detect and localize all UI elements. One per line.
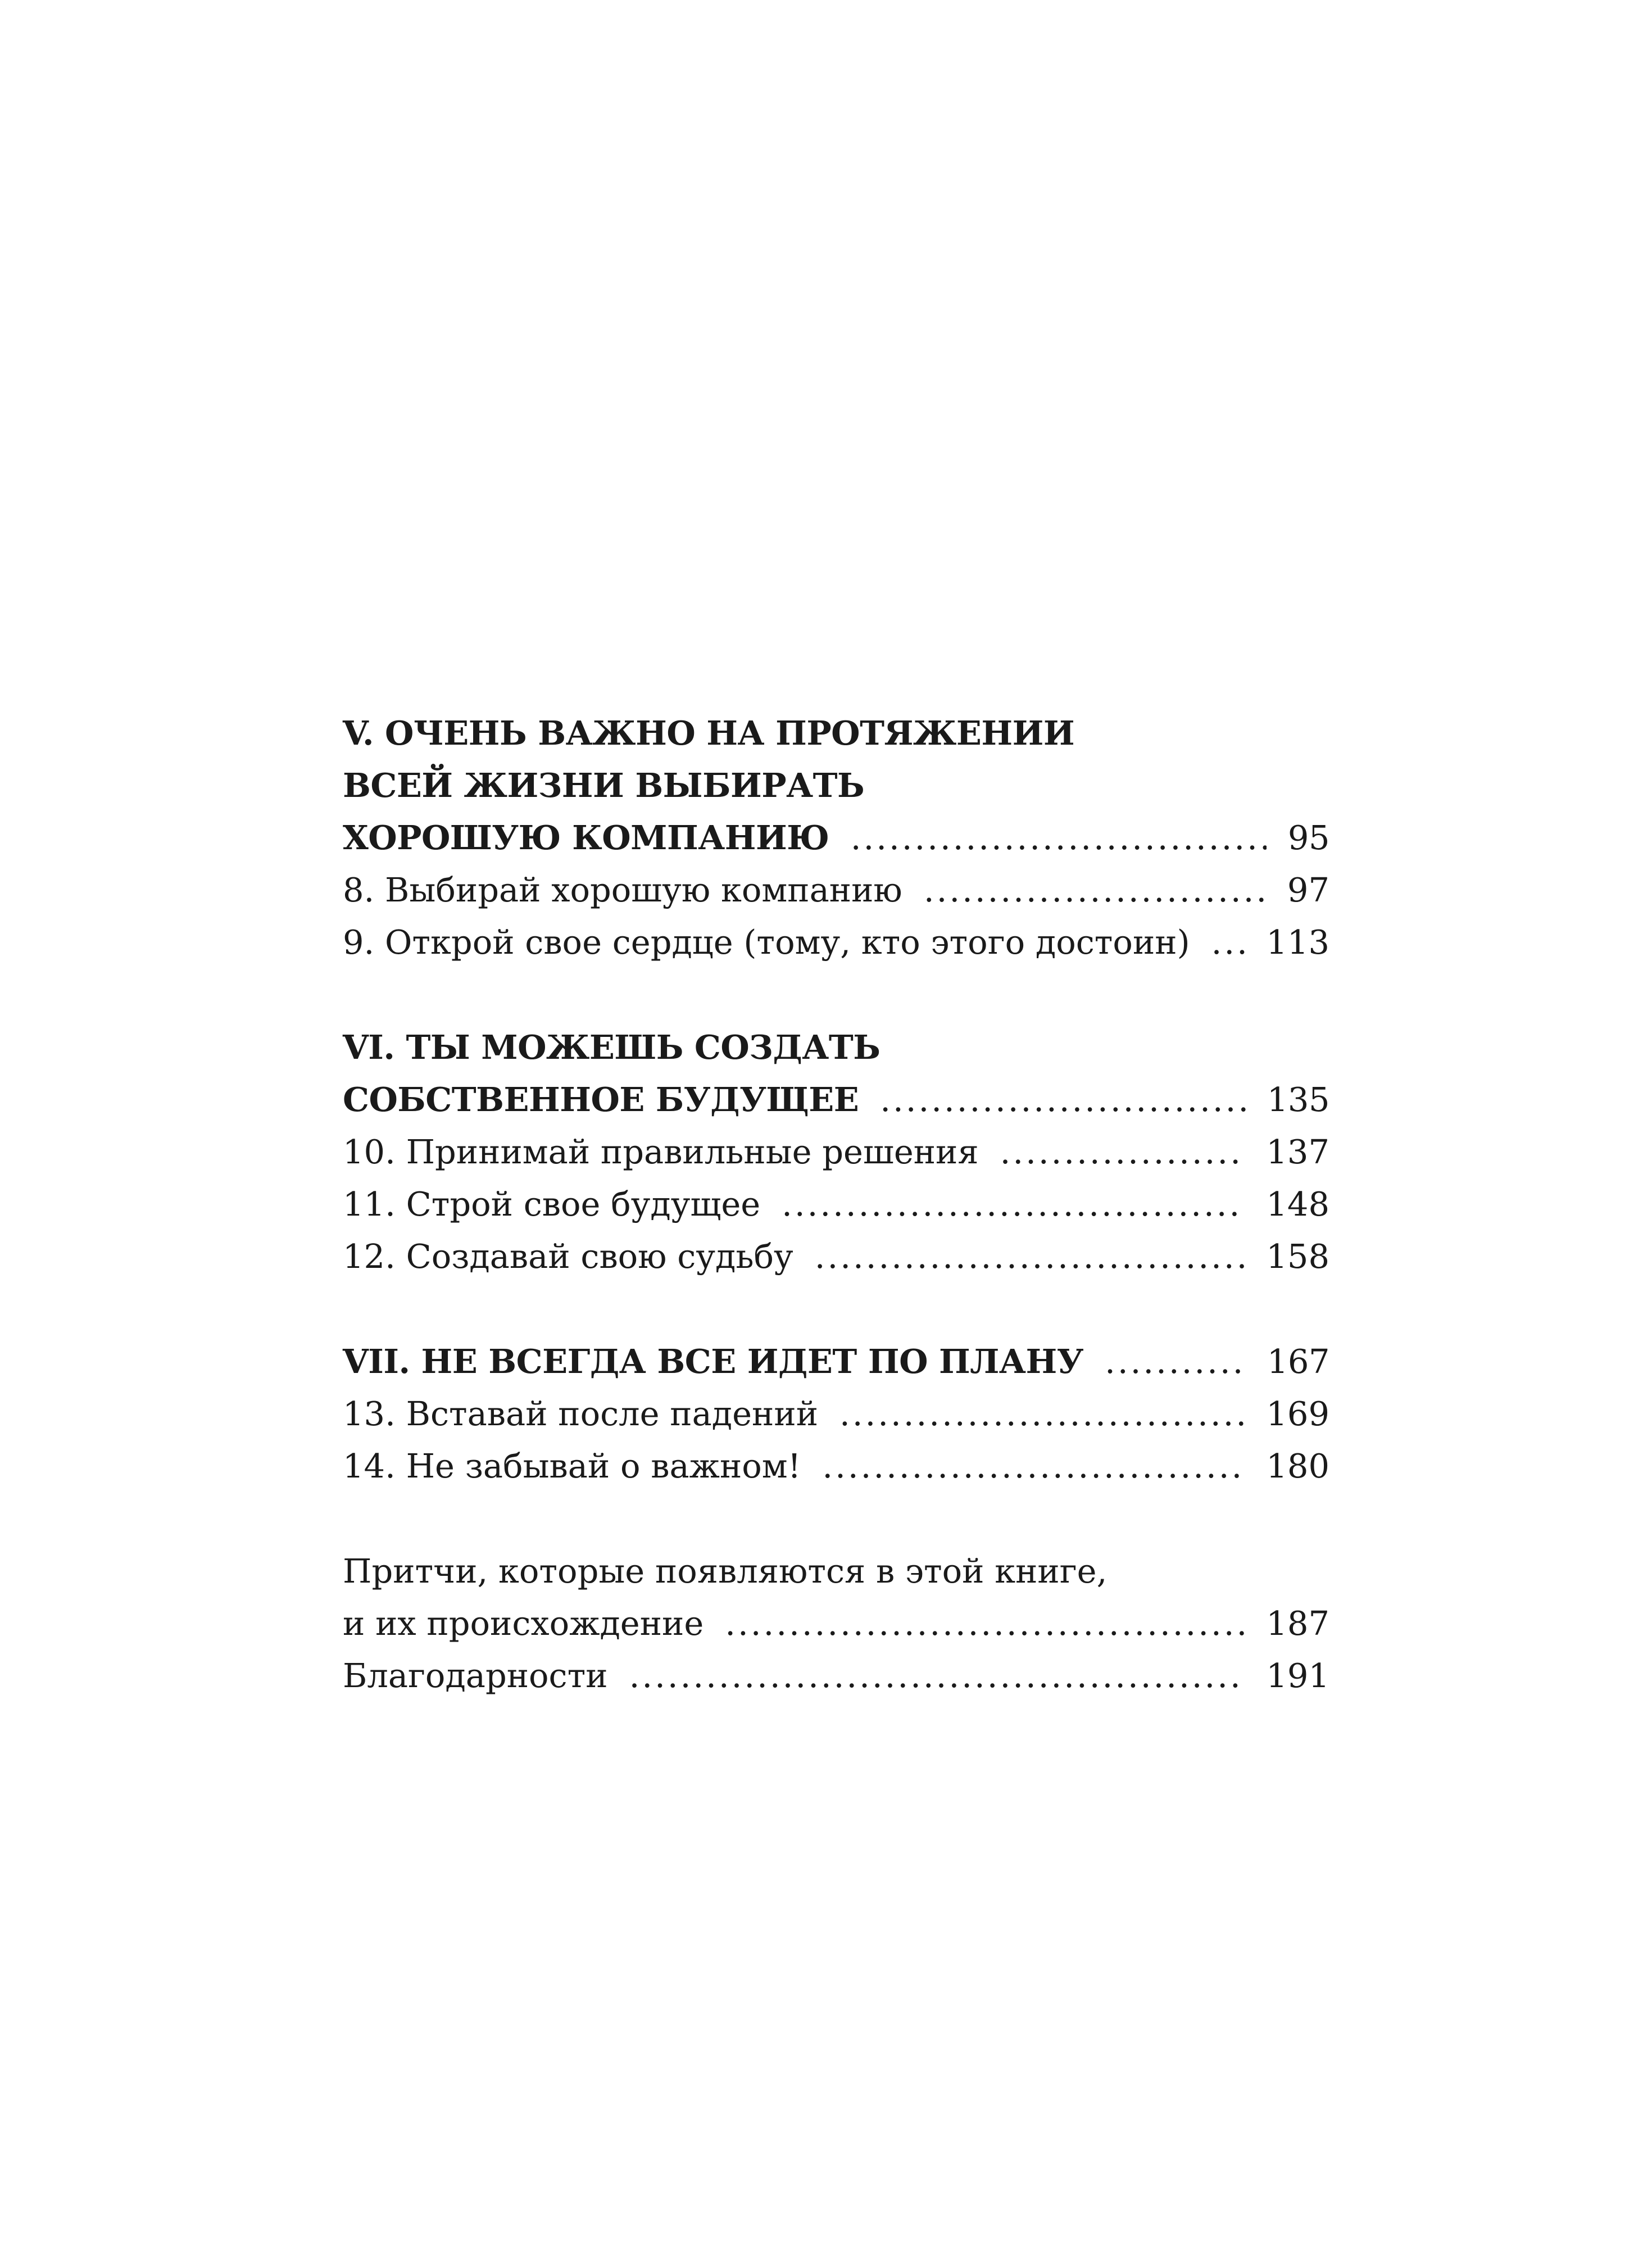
table-of-contents bbox=[343, 707, 1329, 1755]
page-number: 148 bbox=[1266, 1185, 1329, 1223]
entry-title: 10. Принимай правильные решения bbox=[343, 1132, 979, 1171]
page-number: 97 bbox=[1287, 871, 1329, 909]
dot-leader bbox=[815, 1230, 1245, 1282]
toc-entry[interactable] bbox=[343, 1178, 1329, 1230]
toc-entry[interactable] bbox=[343, 1440, 1329, 1492]
entry-title: 14. Не забывай о важном! bbox=[343, 1447, 801, 1485]
section-heading-entry[interactable] bbox=[343, 812, 1329, 864]
entry-title: 8. Выбирай хорошую компанию bbox=[343, 871, 902, 909]
toc-entry[interactable] bbox=[343, 1388, 1329, 1440]
dot-leader bbox=[629, 1649, 1245, 1702]
entry-title: 11. Строй свое будущее bbox=[343, 1185, 761, 1223]
page-number: 167 bbox=[1267, 1342, 1329, 1381]
page-number: 169 bbox=[1266, 1394, 1329, 1433]
page-number: 137 bbox=[1266, 1132, 1329, 1171]
dot-leader bbox=[1211, 916, 1245, 968]
toc-entry[interactable] bbox=[343, 1649, 1329, 1702]
entry-title: Благодарности bbox=[343, 1656, 608, 1695]
section-heading-text: ВСЕЙ ЖИЗНИ ВЫБИРАТЬ bbox=[343, 766, 865, 805]
entry-title: 9. Открой свое сердце (тому, кто этого достоин) bbox=[343, 923, 1190, 962]
toc-section-v bbox=[343, 707, 1329, 968]
dot-leader bbox=[880, 1073, 1246, 1126]
section-heading-text: ХОРОШУЮ КОМПАНИЮ bbox=[343, 818, 829, 857]
section-heading-text: V. ОЧЕНЬ ВАЖНО НА ПРОТЯЖЕНИИ bbox=[343, 714, 1075, 753]
dot-leader bbox=[822, 1440, 1245, 1492]
page-number: 95 bbox=[1287, 818, 1329, 857]
page-number: 191 bbox=[1266, 1656, 1329, 1695]
page-number: 187 bbox=[1266, 1604, 1329, 1643]
page-number: 113 bbox=[1266, 923, 1329, 962]
entry-title: и их происхождение bbox=[343, 1604, 704, 1643]
section-heading-entry[interactable] bbox=[343, 1335, 1329, 1388]
dot-leader bbox=[1000, 1126, 1245, 1178]
dot-leader bbox=[1105, 1335, 1246, 1388]
section-heading-line bbox=[343, 1021, 1329, 1073]
section-heading-text: СОБСТВЕННОЕ БУДУЩЕЕ bbox=[343, 1080, 859, 1119]
dot-leader bbox=[782, 1178, 1245, 1230]
section-heading-line bbox=[343, 759, 1329, 812]
page-number: 158 bbox=[1266, 1237, 1329, 1276]
toc-section-vi bbox=[343, 1021, 1329, 1282]
dot-leader bbox=[839, 1388, 1245, 1440]
section-heading-text: VII. НЕ ВСЕГДА ВСЕ ИДЕТ ПО ПЛАНУ bbox=[343, 1342, 1084, 1381]
toc-entry[interactable] bbox=[343, 864, 1329, 916]
toc-entry[interactable] bbox=[343, 1230, 1329, 1282]
entry-title: Притчи, которые появляются в этой книге, bbox=[343, 1552, 1108, 1590]
page-number: 135 bbox=[1267, 1080, 1329, 1119]
appendix-line bbox=[343, 1545, 1329, 1597]
page-number: 180 bbox=[1266, 1447, 1329, 1485]
dot-leader bbox=[924, 864, 1266, 916]
toc-entry[interactable] bbox=[343, 1126, 1329, 1178]
dot-leader bbox=[725, 1597, 1245, 1649]
toc-section-vii bbox=[343, 1335, 1329, 1492]
toc-appendix bbox=[343, 1545, 1329, 1702]
section-heading-line bbox=[343, 707, 1329, 759]
entry-title: 12. Создавай свою судьбу bbox=[343, 1237, 793, 1276]
toc-entry[interactable] bbox=[343, 916, 1329, 968]
toc-entry[interactable] bbox=[343, 1597, 1329, 1649]
dot-leader bbox=[851, 812, 1267, 864]
section-heading-text: VI. ТЫ МОЖЕШЬ СОЗДАТЬ bbox=[343, 1028, 881, 1067]
section-heading-entry[interactable] bbox=[343, 1073, 1329, 1126]
entry-title: 13. Вставай после падений bbox=[343, 1394, 819, 1433]
